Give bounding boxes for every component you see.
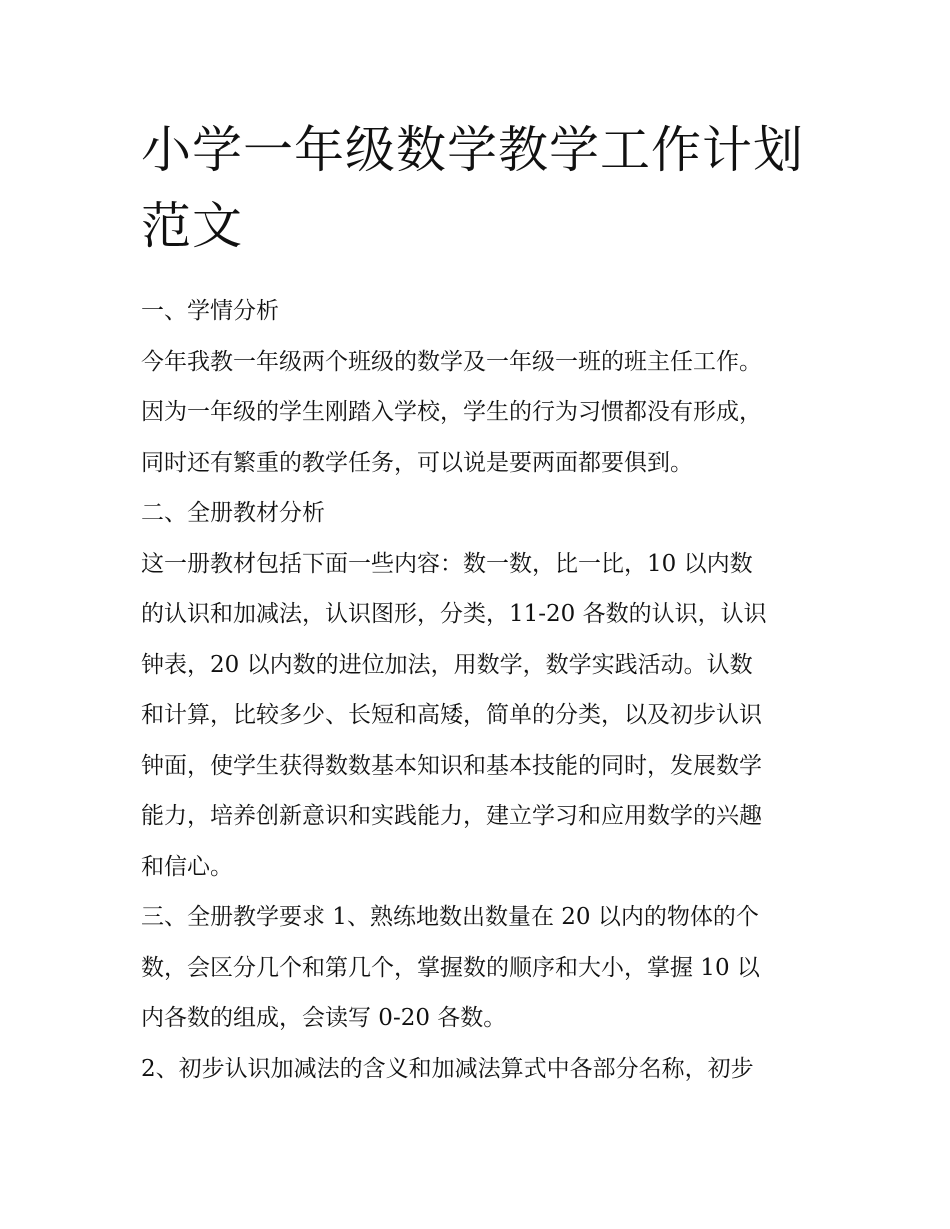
body-line: 今年我教一年级两个班级的数学及一年级一班的班主任工作。 bbox=[141, 348, 762, 375]
body-line: 因为一年级的学生刚踏入学校，学生的行为习惯都没有形成， bbox=[141, 399, 762, 425]
body-line: 和计算，比较多少、长短和高矮，简单的分类，以及初步认识 bbox=[141, 702, 762, 728]
body-line: 能力，培养创新意识和实践能力，建立学习和应用数学的兴趣 bbox=[141, 803, 762, 829]
body-line: 内各数的组成，会读写 0-20 各数。 bbox=[141, 1005, 507, 1031]
document-page bbox=[141, 112, 817, 1094]
section-heading-requirements: 三、全册教学要求 1、熟练地数出数量在 20 以内的物体的个 bbox=[141, 904, 759, 930]
section-heading-materials: 二、全册教材分析 bbox=[141, 500, 325, 526]
body-line: 2、初步认识加减法的含义和加减法算式中各部分名称，初步 bbox=[141, 1055, 754, 1082]
document-body bbox=[141, 286, 817, 1094]
body-line: 钟面，使学生获得数数基本知识和基本技能的同时，发展数学 bbox=[141, 752, 762, 779]
body-line: 和信心。 bbox=[141, 853, 233, 880]
body-line: 这一册教材包括下面一些内容：数一数，比一比，10 以内数 bbox=[141, 550, 753, 577]
body-line: 数，会区分几个和第几个，掌握数的顺序和大小，掌握 10 以 bbox=[141, 954, 760, 981]
title-line-2: 范文 bbox=[141, 197, 243, 255]
section-heading-analysis: 一、学情分析 bbox=[141, 298, 279, 324]
body-line: 同时还有繁重的教学任务，可以说是要两面都要俱到。 bbox=[141, 449, 693, 476]
body-line: 钟表，20 以内数的进位加法，用数学，数学实践活动。认数 bbox=[141, 651, 753, 678]
title-line-1: 小学一年级数学教学工作计划 bbox=[141, 121, 804, 179]
body-line: 的认识和加减法，认识图形，分类，11-20 各数的认识，认识 bbox=[141, 601, 767, 627]
document-title bbox=[141, 112, 817, 264]
